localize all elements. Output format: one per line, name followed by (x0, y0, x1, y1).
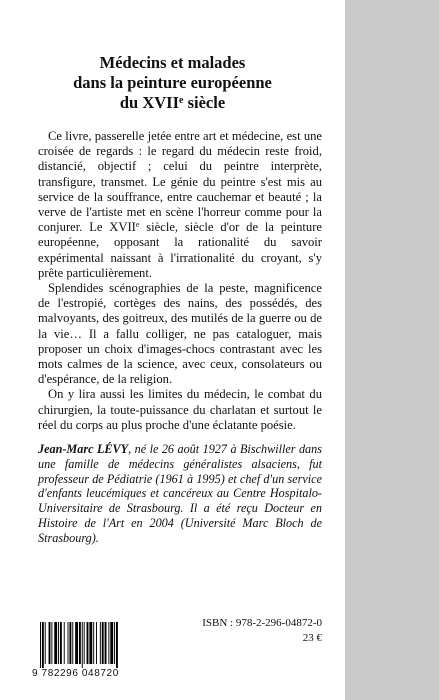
title-line-1: Médecins et malades (99, 53, 246, 72)
title-line-3-superscript: e (179, 95, 184, 106)
barcode-digits: 9 782296 048720 (32, 668, 119, 679)
author-bio-text: , né le 26 août 1927 à Bischwiller dans une famille de médecins généralistes alsaciens, fut professeur de Pédiatrie (1961 à 1995) et chef d'un service d'enfants leucémiques et cancéreux au Centre Hospitalo-Universitaire de Strasbourg. Il a été reçu Docteur en Histoire de l'Art en 2004 (Université Marc Bloch de Strasbourg). (38, 442, 322, 545)
blurb-p1-text-a: Ce livre, passerelle jetée entre art et médecine, est une croisée de regards : le regard du médecin reste froid, distancié, objectif ; celui du peintre interprète, transfigure, transmet. Le génie du peintre s'est mis au service de la souffrance, entre cauchemar et beauté ; la verve de l'artiste met en scène l'horreur comme pour la conjurer. Le XVII (38, 129, 322, 235)
title-line-3-suffix: siècle (183, 93, 226, 112)
blurb-p1-text-b: siècle, siècle d'or de la peinture européenne, opposant la rationalité du savoir expérimental naissant à l'irrationalité du croyant, s'y prête particulièrement. (38, 220, 322, 280)
title-line-2: dans la peinture européenne (73, 73, 272, 92)
title-line-3-prefix: du XVII (119, 93, 179, 112)
author-bio (38, 442, 322, 546)
blurb-paragraph-1 (38, 129, 322, 281)
barcode-bars-icon (38, 622, 143, 668)
price: 23 € (302, 632, 322, 644)
isbn: ISBN : 978-2-296-04872-0 (202, 617, 322, 629)
blurb-paragraph-2: Splendides scénographies de la peste, magnificence de l'estropié, cortèges des nains, des possédés, des malvoyants, des goitreux, des mutilés de la guerre ou de la vie… Il a fallu colliger, ne pas cataloguer, mais proposer un choix d'images-chocs contrastant avec les mots calmes de la science, avec ceux, consolateurs ou d'espérance, de la religion. (38, 281, 322, 387)
spine-panel (345, 0, 439, 700)
barcode (32, 622, 143, 679)
blurb-paragraph-3: On y lira aussi les limites du médecin, le combat du chirurgien, la toute-puissance du charlatan et surtout le réel du corps au plus proche d'une éclatante poésie. (38, 387, 322, 432)
blurb (38, 129, 322, 433)
author-paragraph (38, 442, 322, 546)
author-name: Jean-Marc LÉVY (38, 442, 129, 456)
book-title (0, 53, 345, 113)
blurb-p1-superscript: e (135, 220, 140, 230)
title-line-3 (0, 93, 345, 113)
